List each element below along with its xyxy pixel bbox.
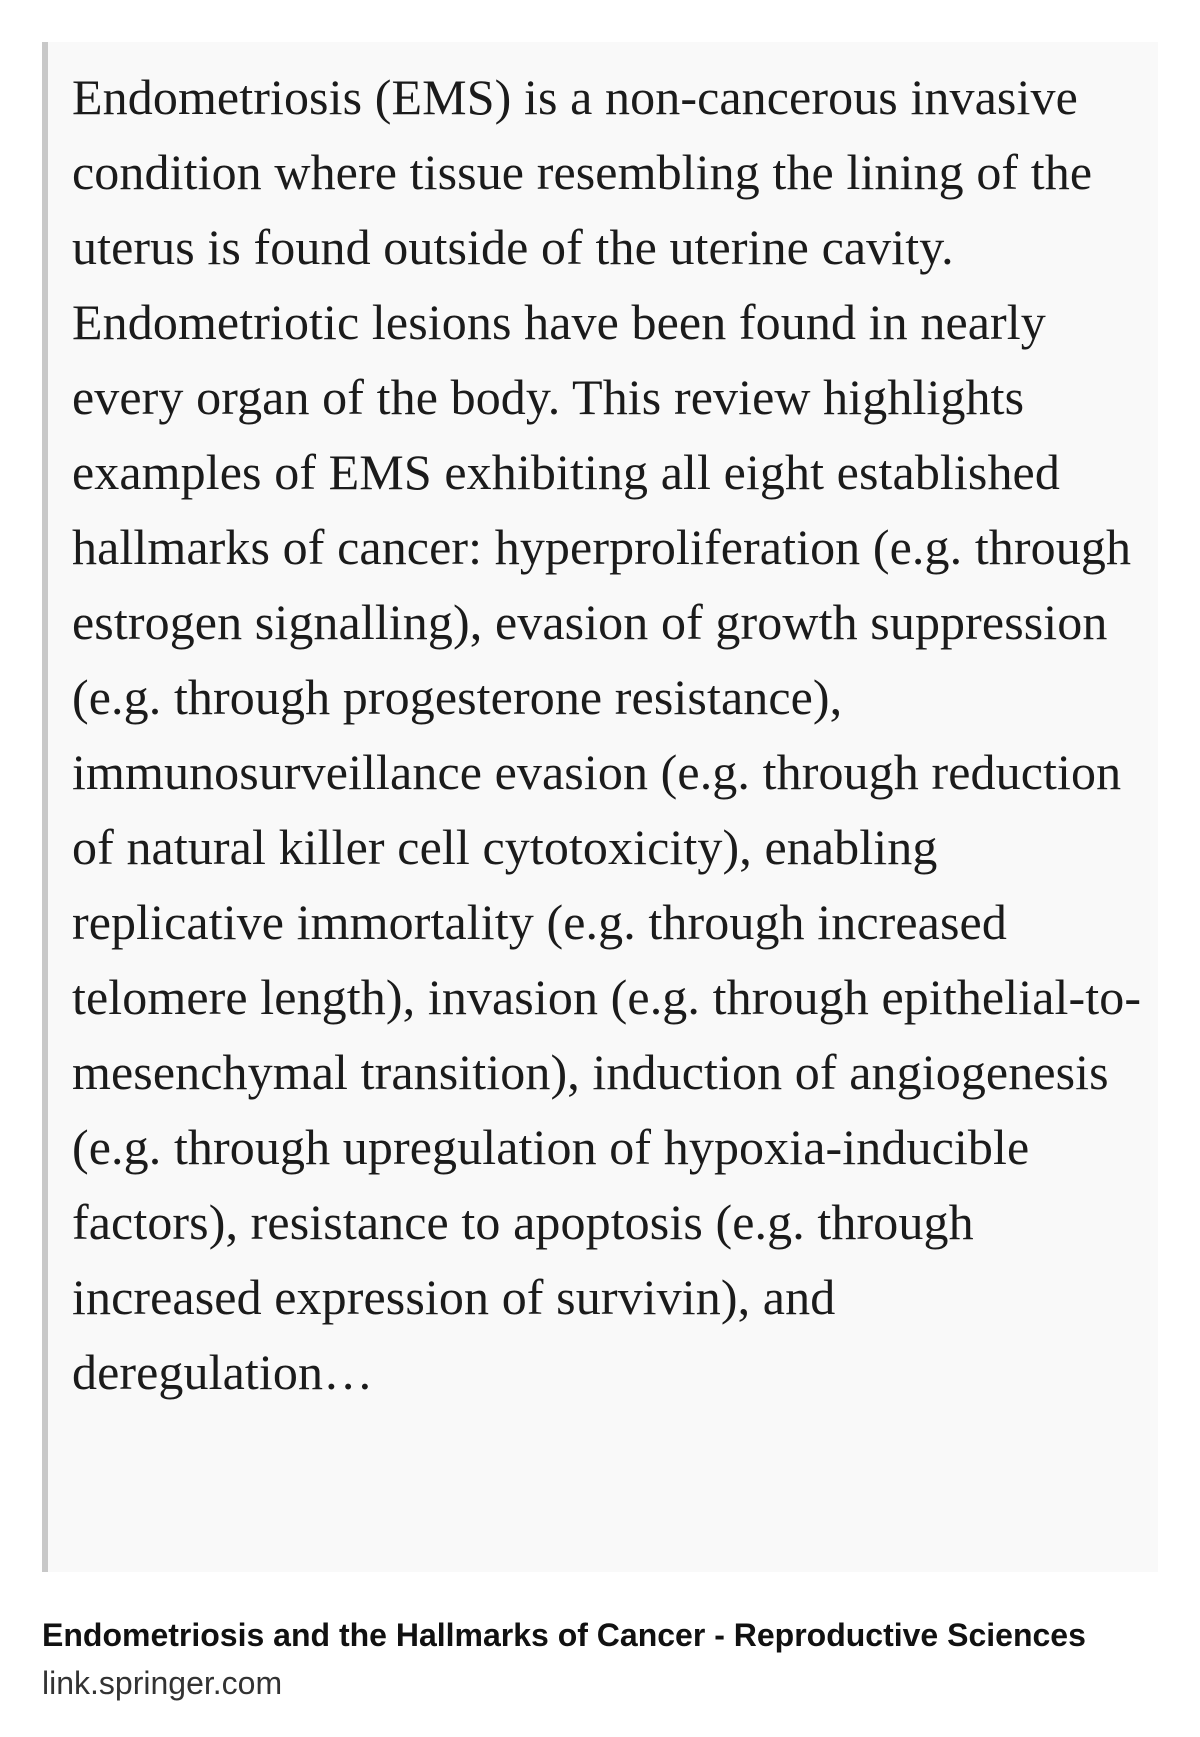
link-domain: link.springer.com (42, 1665, 283, 1701)
excerpt-quote (42, 42, 1158, 1572)
excerpt-text: Endometriosis (EMS) is a non-cancerous invasive condition where tissue resembling the lining of the uterus is found outside of the uterine cavity. Endometriotic lesions have been found in nearly every organ of the body. This review highlights examples of EMS exhibiting all eight established hallmarks of cancer: hyperproliferation (e.g. through estrogen signalling), evasion of growth suppression (e.g. through progesterone resistance), immunosurveillance evasion (e.g. through reduction of natural killer cell cytotoxicity), enabling replicative immortality (e.g. through increased telomere length), invasion (e.g. through epithelial-to-mesenchymal transition), induction of angiogenesis (e.g. through upregulation of hypoxia-inducible factors), resistance to apoptosis (e.g. through increased expression of survivin), and deregulation… (72, 69, 1142, 1400)
link-title[interactable]: Endometriosis and the Hallmarks of Cancer - Reproductive Sciences (42, 1617, 1086, 1653)
